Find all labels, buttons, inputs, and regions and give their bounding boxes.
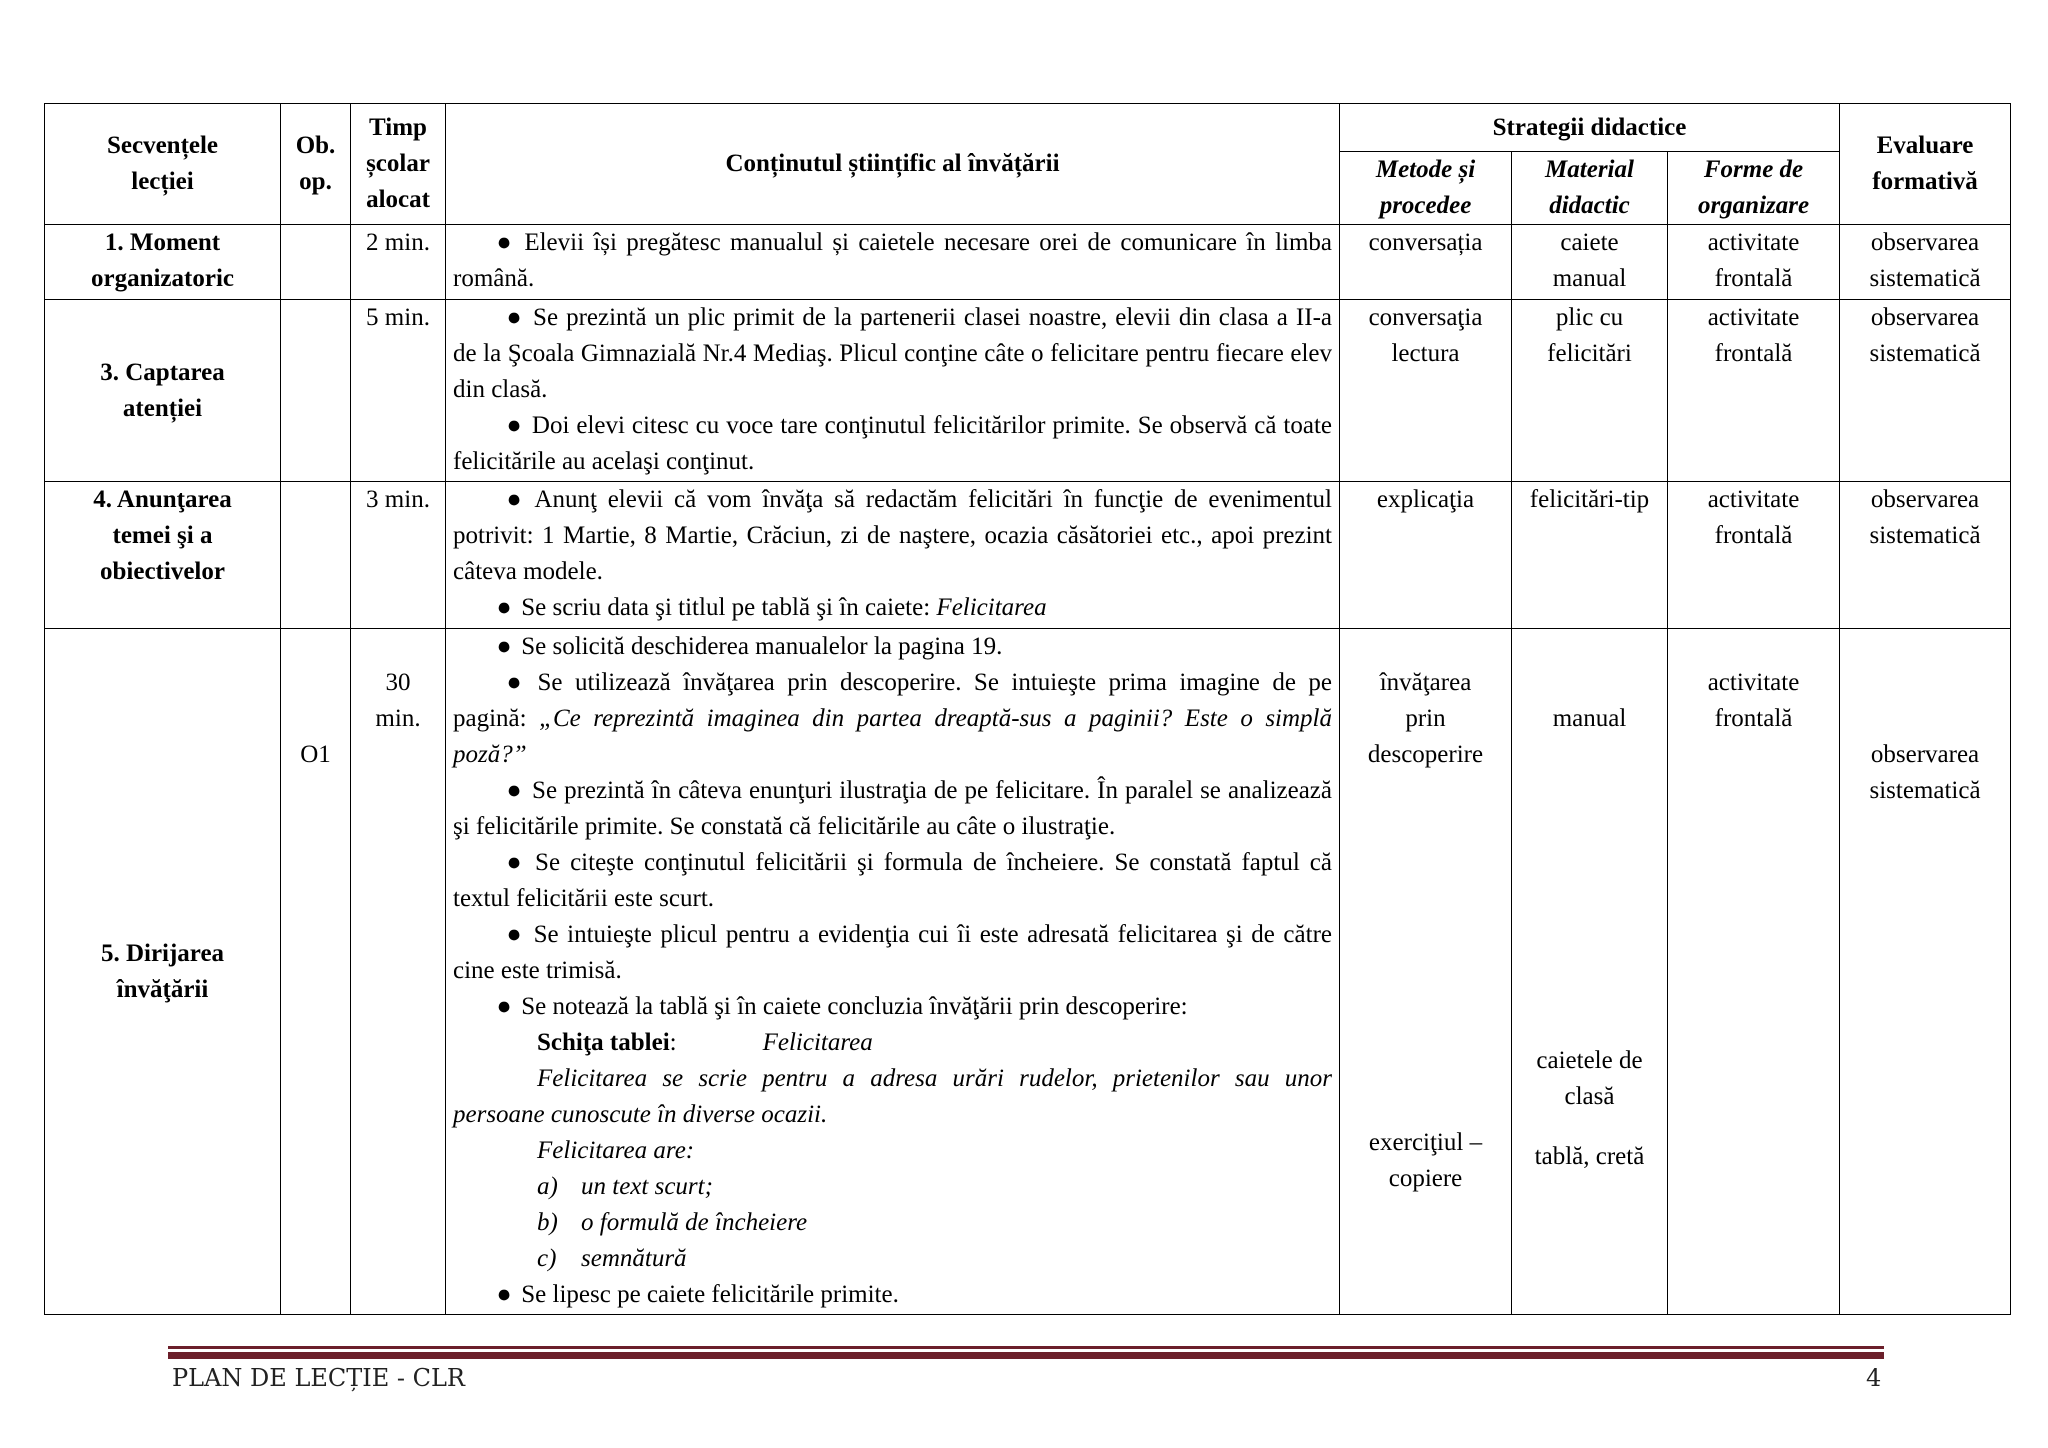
row1-evaluare: observarea sistematică xyxy=(1840,225,2011,300)
row3-ob xyxy=(281,300,351,482)
row1-forme: activitate frontală xyxy=(1668,225,1840,300)
row4-content: ● Anunţ elevii că vom învăţa să redactăm felicitări în funcţie de evenimentul potrivit: 1 Martie, 8 Martie, Crăciun, zi de naştere, ocazia căsătoriei etc., apoi prezint câteva modele. ● Se scriu data şi titlul pe tablă şi în caiete: Felicitarea xyxy=(446,482,1340,629)
bullet-icon: ● xyxy=(506,777,522,804)
bullet-icon: ● xyxy=(496,594,512,621)
bullet-icon: ● xyxy=(506,921,522,948)
bullet-icon: ● xyxy=(496,229,512,256)
row4-sequence: 4. Anunţarea temei şi a obiectivelor xyxy=(45,482,281,629)
bullet-icon: ● xyxy=(506,669,522,696)
bullet-icon: ● xyxy=(496,1281,512,1308)
footer-divider xyxy=(168,1346,1884,1349)
footer-divider-thick xyxy=(168,1352,1884,1359)
row1-ob xyxy=(281,225,351,300)
row4-evaluare: observarea sistematică xyxy=(1840,482,2011,629)
header-material: Material didactic xyxy=(1512,152,1668,225)
row3-metode: conversaţia lectura xyxy=(1340,300,1512,482)
row3-material: plic cu felicitări xyxy=(1512,300,1668,482)
row5-metode: învăţarea prin descoperire exerciţiul – copiere xyxy=(1340,629,1512,1315)
row3-time: 5 min. xyxy=(351,300,446,482)
table-row xyxy=(45,629,2011,1315)
header-continut: Conținutul științific al învățării xyxy=(446,104,1340,225)
row3-content: ● Se prezintă un plic primit de la partenerii clasei noastre, elevii din clasa a II-a de la Şcoala Gimnazială Nr.4 Mediaş. Plicul conţine câte o felicitare pentru fiecare elev din clasă. ● Doi elevi citesc cu voce tare conţinutul felicitărilor primite. Se observă că toate felicitările au acelaşi conţinut. xyxy=(446,300,1340,482)
table-row xyxy=(45,225,2011,300)
row3-evaluare: observarea sistematică xyxy=(1840,300,2011,482)
row5-forme: activitate frontală xyxy=(1668,629,1840,1315)
header-metode: Metode și procedee xyxy=(1340,152,1512,225)
lesson-plan-table xyxy=(44,103,2011,1315)
bullet-icon: ● xyxy=(496,633,512,660)
row1-metode: conversația xyxy=(1340,225,1512,300)
row5-material: manual caietele de clasă tablă, cretă xyxy=(1512,629,1668,1315)
bullet-icon: ● xyxy=(506,849,522,876)
row5-time: 30 min. xyxy=(351,629,446,1315)
row4-material: felicitări-tip xyxy=(1512,482,1668,629)
row4-time: 3 min. xyxy=(351,482,446,629)
header-ob: Ob. op. xyxy=(281,104,351,225)
header-secventele: Secvențele lecției xyxy=(45,104,281,225)
table-row xyxy=(45,300,2011,482)
bullet-icon: ● xyxy=(506,412,522,439)
bullet-icon: ● xyxy=(506,486,522,513)
row4-forme: activitate frontală xyxy=(1668,482,1840,629)
row4-ob xyxy=(281,482,351,629)
row1-material: caiete manual xyxy=(1512,225,1668,300)
row5-content: ● Se solicită deschiderea manualelor la pagina 19. ● Se utilizează învăţarea prin descoperire. Se intuieşte prima imagine de pe pagină: „Ce reprezintă imaginea din partea dreaptă-sus a paginii? Este o simplă poză?” ● Se prezintă în câteva enunţuri ilustraţia de pe felicitare. În paralel se analizează şi felicitările primite. Se constată că felicitările au câte o ilustraţie. ● Se citeşte conţinutul felicitării şi formula de încheiere. Se constată faptul că textul felicitării este scurt. ● Se intuieşte plicul pentru a evidenţia cui îi este adresată felicitarea şi de către cine este trimisă. ● Se notează la tablă şi în caiete concluzia învăţării prin descoperire: Schiţa tablei: Felicitarea Felicitarea se scrie pentru a adresa urări rudelor, prietenilor sau unor persoane cunoscute în diverse ocazii. Felicitarea are: a) un text scurt; b) o formulă de încheiere c) semnătură ● Se lipesc pe caiete felicitările primite. xyxy=(446,629,1340,1315)
row3-sequence: 3. Captarea atenției xyxy=(45,300,281,482)
row4-metode: explicaţia xyxy=(1340,482,1512,629)
row5-sequence: 5. Dirijarea învăţării xyxy=(45,629,281,1315)
table-row xyxy=(45,482,2011,629)
bullet-icon: ● xyxy=(506,304,522,331)
header-forme: Forme de organizare xyxy=(1668,152,1840,225)
footer-title: PLAN DE LECȚIE - CLR xyxy=(172,1364,466,1392)
header-evaluare: Evaluare formativă xyxy=(1840,104,2011,225)
row5-evaluare: observarea sistematică xyxy=(1840,629,2011,1315)
row1-content: ● Elevii își pregătesc manualul și caietele necesare orei de comunicare în limba română. xyxy=(446,225,1340,300)
header-timp: Timp școlar alocat xyxy=(351,104,446,225)
row5-ob: O1 xyxy=(281,629,351,1315)
row1-time: 2 min. xyxy=(351,225,446,300)
header-strategii: Strategii didactice xyxy=(1340,104,1840,152)
page-number: 4 xyxy=(1866,1364,1882,1392)
bullet-icon: ● xyxy=(496,993,512,1020)
row1-sequence: 1. Moment organizatoric xyxy=(45,225,281,300)
row3-forme: activitate frontală xyxy=(1668,300,1840,482)
